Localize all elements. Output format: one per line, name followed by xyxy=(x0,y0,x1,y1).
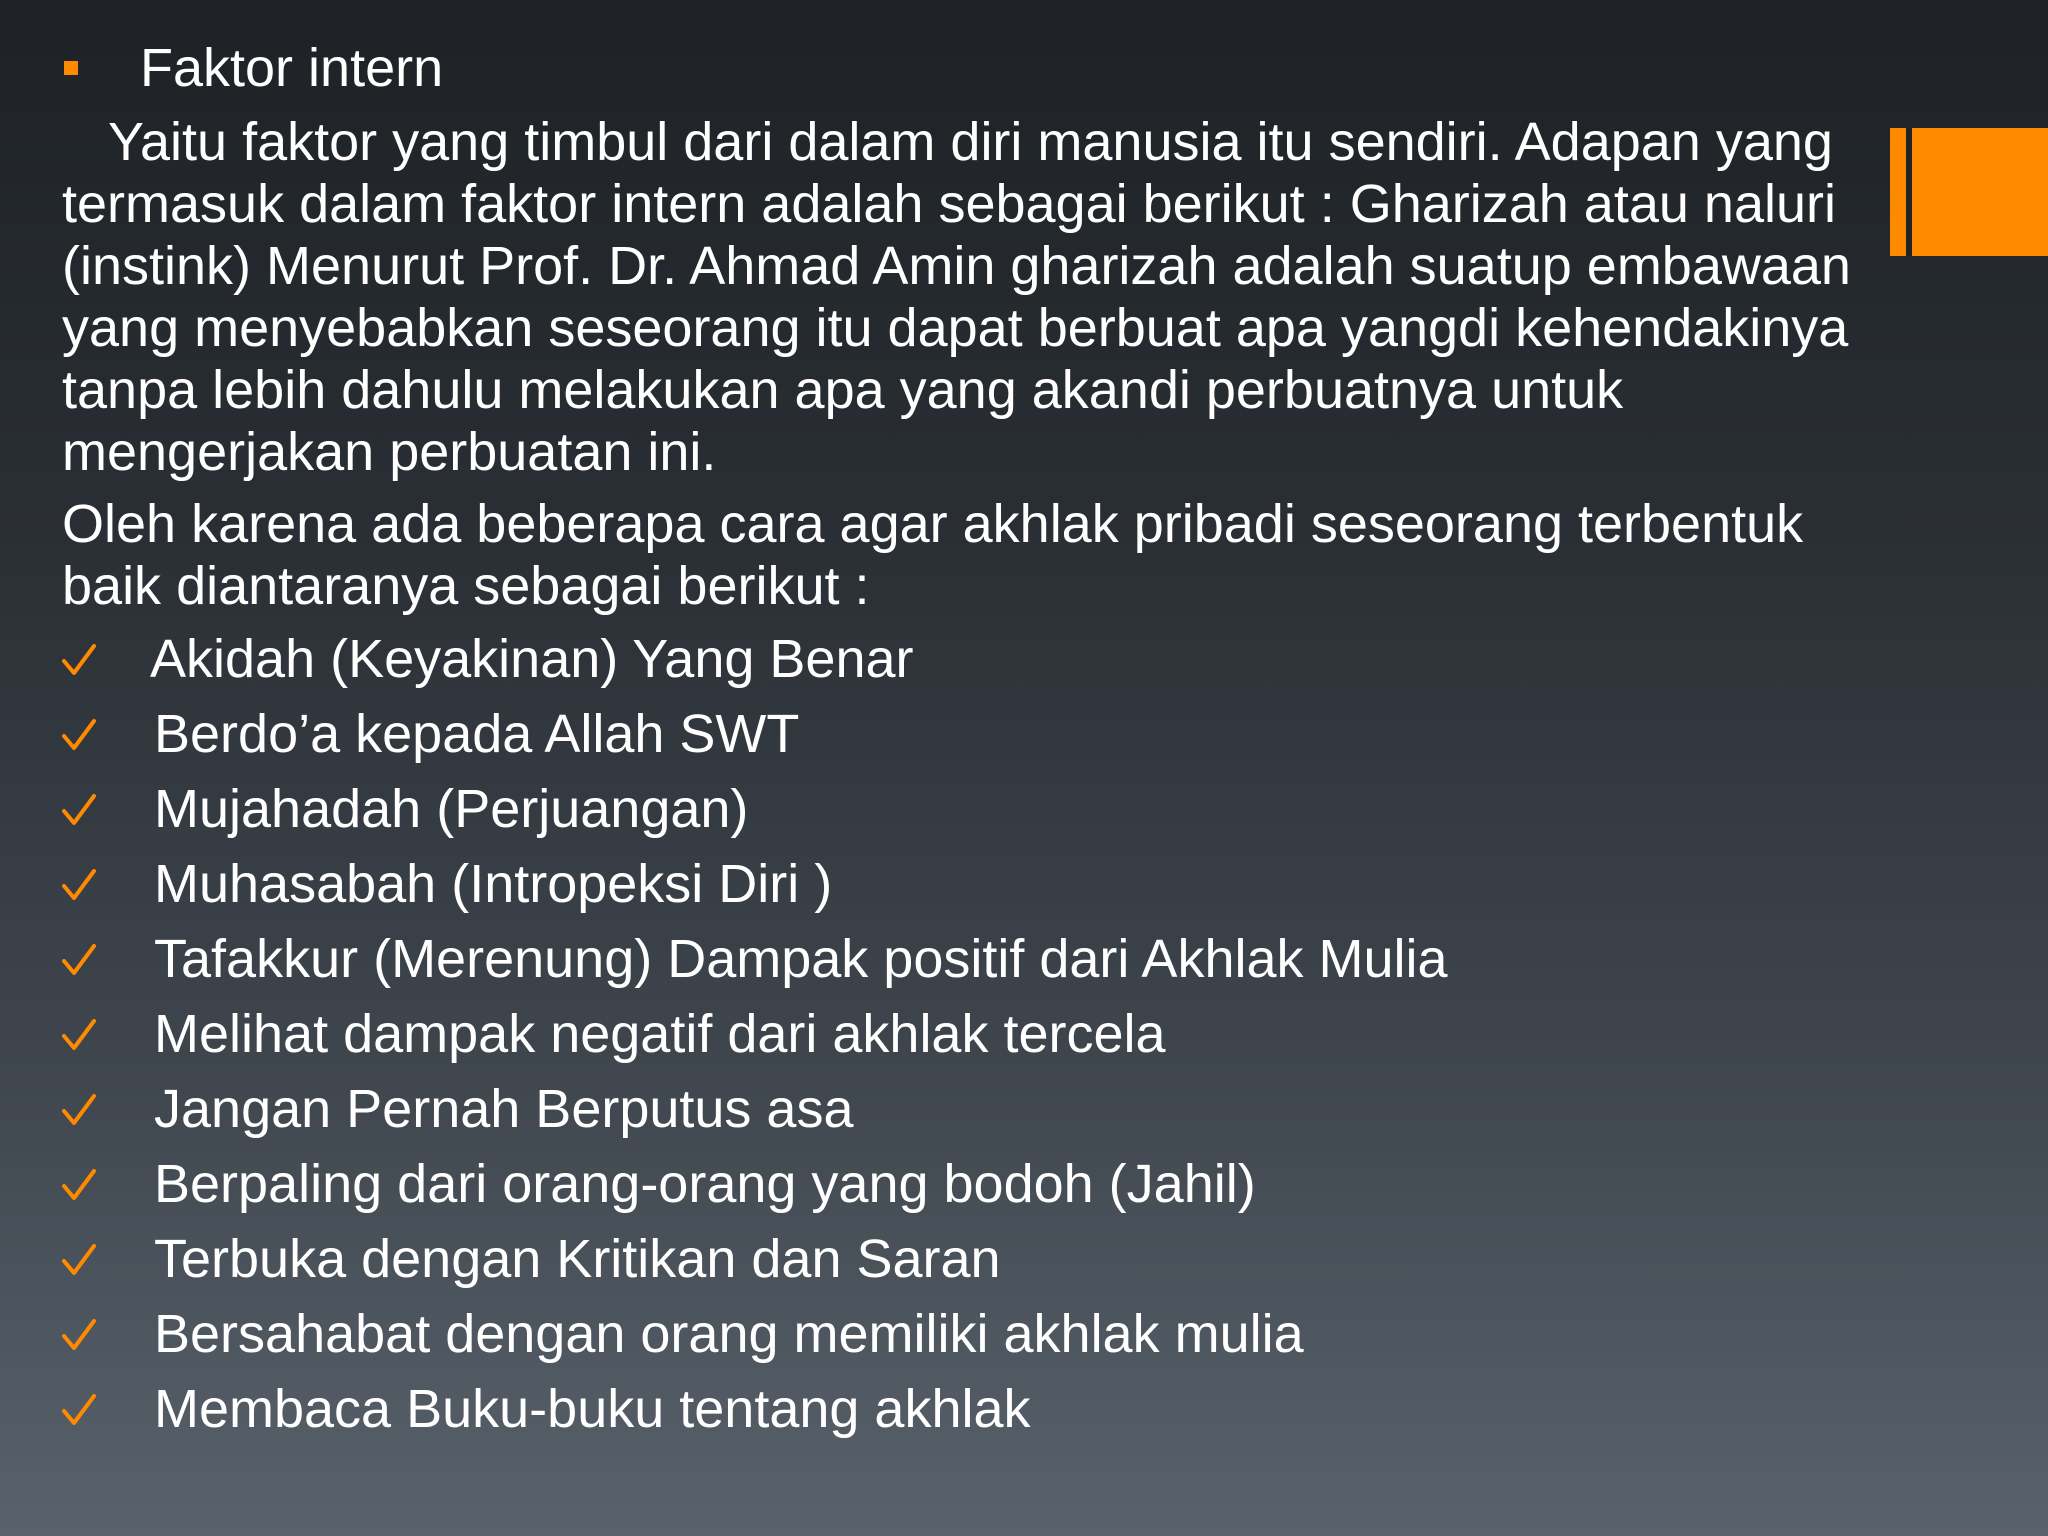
intro-paragraph-line xyxy=(62,111,1962,173)
checkmark-icon xyxy=(62,1297,120,1372)
checklist-item-label: Membaca Buku-buku tentang akhlak xyxy=(154,1379,1031,1439)
intro-paragraph xyxy=(62,111,1962,483)
checkmark-icon xyxy=(62,1372,120,1447)
checklist-item-label: Terbuka dengan Kritikan dan Saran xyxy=(154,1229,1001,1289)
checkmark-icon xyxy=(62,1147,120,1222)
checklist-item xyxy=(62,1372,1448,1447)
checklist-item xyxy=(62,1297,1448,1372)
methods-intro-paragraph xyxy=(62,493,1962,617)
checklist-item-label: Berdo’a kepada Allah SWT xyxy=(154,704,800,764)
checklist-item xyxy=(62,997,1448,1072)
checklist-item xyxy=(62,622,1448,697)
checkmark-icon xyxy=(62,1222,120,1297)
checkmark-icon xyxy=(62,1072,120,1147)
methods-intro-line: Oleh karena ada beberapa cara agar akhlak pribadi seseorang terbentuk xyxy=(62,494,1804,554)
checkmark-icon xyxy=(62,847,120,922)
intro-paragraph-line: mengerjakan perbuatan ini. xyxy=(62,422,717,482)
methods-intro-line: baik diantaranya sebagai berikut : xyxy=(62,556,870,616)
checklist-item xyxy=(62,922,1448,997)
intro-paragraph-line: termasuk dalam faktor intern adalah sebagai berikut : Gharizah atau naluri xyxy=(62,174,1836,234)
checkmark-icon xyxy=(62,772,120,847)
checklist-item xyxy=(62,772,1448,847)
checklist-item-label: Tafakkur (Merenung) Dampak positif dari Akhlak Mulia xyxy=(154,929,1448,989)
intro-paragraph-line-text: Yaitu faktor yang timbul dari dalam diri manusia itu sendiri. Adapan yang xyxy=(108,112,1833,172)
checklist-item xyxy=(62,1072,1448,1147)
checklist-item-label: Mujahadah (Perjuangan) xyxy=(154,779,749,839)
checkmark-icon xyxy=(62,697,120,772)
checkmark-icon xyxy=(62,997,120,1072)
intro-paragraph-line: yang menyebabkan seseorang itu dapat berbuat apa yangdi kehendakinya xyxy=(62,298,1849,358)
checklist-item-label: Akidah (Keyakinan) Yang Benar xyxy=(150,629,914,689)
checklist-item-label: Berpaling dari orang-orang yang bodoh (Jahil) xyxy=(154,1154,1256,1214)
intro-paragraph-line: tanpa lebih dahulu melakukan apa yang akandi perbuatnya untuk xyxy=(62,360,1624,420)
slide-heading: Faktor intern xyxy=(140,38,444,98)
checklist-item-label: Bersahabat dengan orang memiliki akhlak mulia xyxy=(154,1304,1304,1364)
checklist-item xyxy=(62,847,1448,922)
checklist-item-label: Melihat dampak negatif dari akhlak tercela xyxy=(154,1004,1166,1064)
checklist-item-label: Jangan Pernah Berputus asa xyxy=(154,1079,854,1139)
checklist-item-label: Muhasabah (Intropeksi Diri ) xyxy=(154,854,833,914)
methods-checklist xyxy=(62,622,1448,1447)
square-bullet-icon xyxy=(64,61,78,75)
intro-paragraph-line: (instink) Menurut Prof. Dr. Ahmad Amin gharizah adalah suatup embawaan xyxy=(62,236,1851,296)
checkmark-icon xyxy=(62,622,120,697)
checkmark-icon xyxy=(62,922,120,997)
slide-heading-row xyxy=(64,32,443,104)
checklist-item xyxy=(62,697,1448,772)
checklist-item xyxy=(62,1147,1448,1222)
checklist-item xyxy=(62,1222,1448,1297)
